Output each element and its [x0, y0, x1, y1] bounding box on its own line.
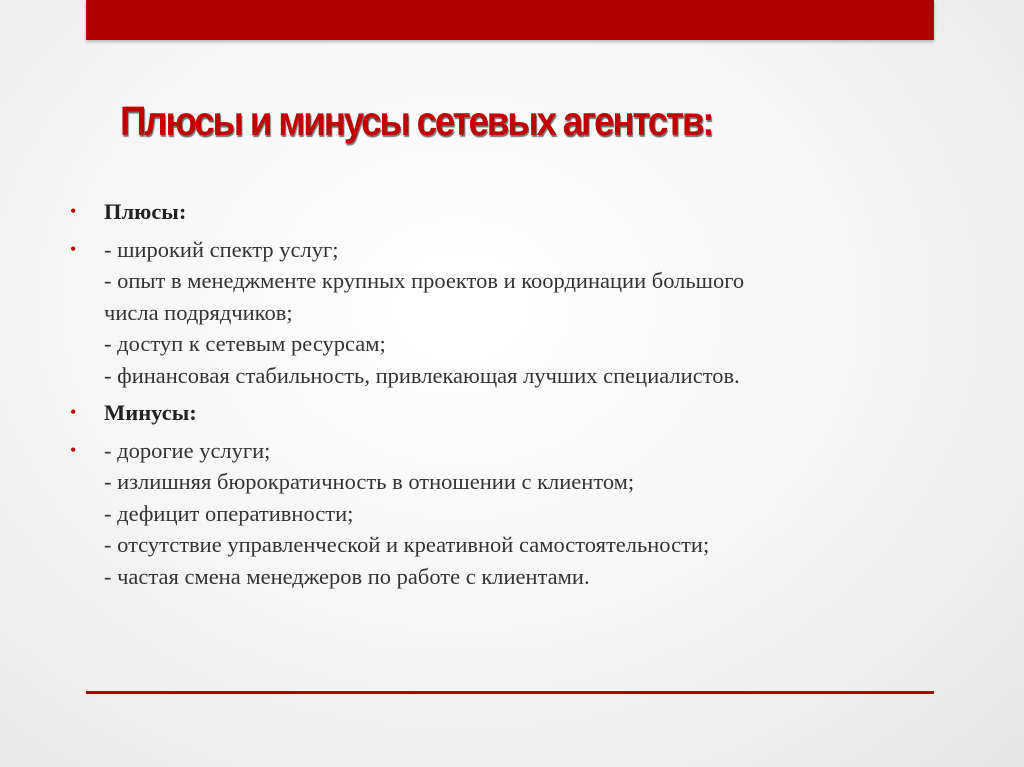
- bullet-icon: •: [70, 238, 77, 259]
- bullet-item-pros-list: [68, 234, 968, 392]
- pros-line: - опыт в менеджменте крупных проектов и координации большого: [104, 268, 745, 293]
- slide-bullet-list: [68, 196, 968, 598]
- bullet-icon: •: [70, 201, 77, 221]
- top-accent-bar: [86, 0, 934, 40]
- cons-line: - отсутствие управленческой и креативной самостоятельности;: [104, 532, 710, 557]
- bullet-item-pros-heading: [68, 196, 968, 228]
- slide-title: Плюсы и минусы сетевых агентств:: [120, 98, 713, 144]
- pros-line: - финансовая стабильность, привлекающая лучших специалистов.: [104, 362, 740, 388]
- cons-line: - дефицит оперативности;: [104, 500, 354, 526]
- bullet-icon: •: [70, 402, 77, 422]
- cons-line: - излишняя бюрократичность в отношении с клиентом;: [104, 469, 635, 494]
- bullet-icon: •: [70, 439, 77, 460]
- pros-line: - доступ к сетевым ресурсам;: [104, 331, 386, 356]
- pros-line: числа подрядчиков;: [104, 299, 293, 325]
- pros-heading: Плюсы:: [104, 199, 187, 224]
- cons-line: - дорогие услуги;: [104, 437, 271, 463]
- bullet-item-cons-list: [68, 435, 968, 593]
- bottom-divider: [86, 691, 934, 694]
- bullet-item-cons-heading: [68, 397, 968, 429]
- pros-line: - широкий спектр услуг;: [104, 236, 339, 262]
- cons-heading: Минусы:: [104, 400, 197, 425]
- cons-line: - частая смена менеджеров по работе с клиентами.: [104, 563, 590, 589]
